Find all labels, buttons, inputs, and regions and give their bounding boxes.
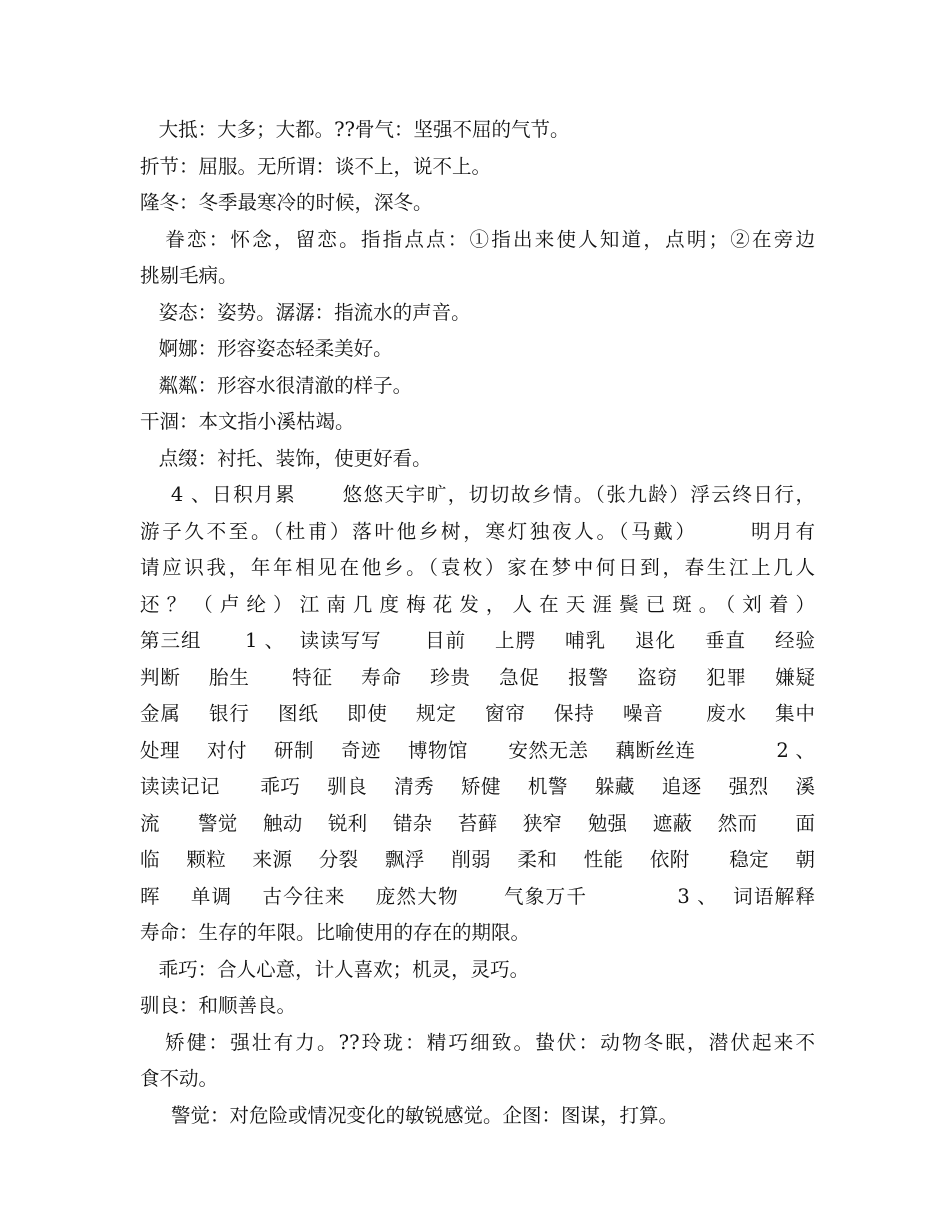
text-line: 挑剔毛病。 (140, 264, 238, 287)
text-line: 判断 胎生 特征 寿命 珍贵 急促 报警 盗窃 犯罪 嫌疑 (140, 665, 815, 689)
text-line: 眷恋：怀念，留恋。指指点点：①指出来使人知道，点明；②在旁边 (140, 227, 815, 251)
text-line: 粼粼：形容水很清澈的样子。 (140, 373, 413, 397)
text-line: 4 、日积月累 悠悠天宇旷，切切故乡情。（张九龄）浮云终日行， (140, 483, 815, 506)
text-line: 还？（卢纶）江南几度梅花发，人在天涯鬓已斑。（刘着） (140, 592, 815, 616)
text-line: 驯良：和顺善良。 (140, 994, 297, 1017)
text-line: 临 颗粒 来源 分裂 飘浮 削弱 柔和 性能 依附 稳定 朝 (140, 848, 815, 871)
text-line: 晖 单调 古今往来 庞然大物 气象万千 3 、 词语解释 (140, 884, 815, 908)
text-line: 第三组 1 、 读读写写 目前 上腭 哺乳 退化 垂直 经验 (140, 629, 815, 652)
text-line: 食不动。 (140, 1067, 219, 1090)
text-line: 乖巧：合人心意，计人喜欢；机灵，灵巧。 (140, 957, 530, 981)
text-line: 矫健：强壮有力。??玲珑：精巧细致。蛰伏：动物冬眠，潜伏起来不 (140, 1030, 815, 1054)
text-line: 处理 对付 研制 奇迹 博物馆 安然无恙 藕断丝连 2 、 (140, 738, 815, 762)
text-line: 婀娜：形容姿态轻柔美好。 (140, 337, 393, 360)
text-line: 金属 银行 图纸 即使 规定 窗帘 保持 噪音 废水 集中 (140, 702, 815, 725)
text-line: 流 警觉 触动 锐利 错杂 苔藓 狭窄 勉强 遮蔽 然而 面 (140, 811, 815, 835)
text-line: 警觉：对危险或情况变化的敏锐感觉。企图：图谋，打算。 (140, 1103, 678, 1127)
text-line: 寿命：生存的年限。比喻使用的存在的期限。 (140, 921, 531, 944)
text-line: 大抵：大多；大都。??骨气：坚强不屈的气节。 (140, 118, 570, 141)
document-body (140, 112, 815, 1134)
text-line: 姿态：姿势。潺潺：指流水的声音。 (140, 300, 471, 324)
text-line: 干涸：本文指小溪枯竭。 (140, 410, 355, 433)
text-line: 读读记记 乖巧 驯良 清秀 矫健 机警 躲藏 追逐 强烈 溪 (140, 775, 815, 798)
text-line: 请应识我，年年相见在他乡。（袁枚）家在梦中何日到，春生江上几人 (140, 556, 815, 579)
text-line: 游子久不至。（杜甫）落叶他乡树，寒灯独夜人。（马戴） 明月有 (140, 519, 815, 543)
text-line: 隆冬：冬季最寒冷的时候，深冬。 (140, 191, 433, 214)
text-line: 点缀：衬托、装饰，使更好看。 (140, 446, 432, 470)
text-line: 折节：屈服。无所谓：谈不上，说不上。 (140, 154, 492, 178)
